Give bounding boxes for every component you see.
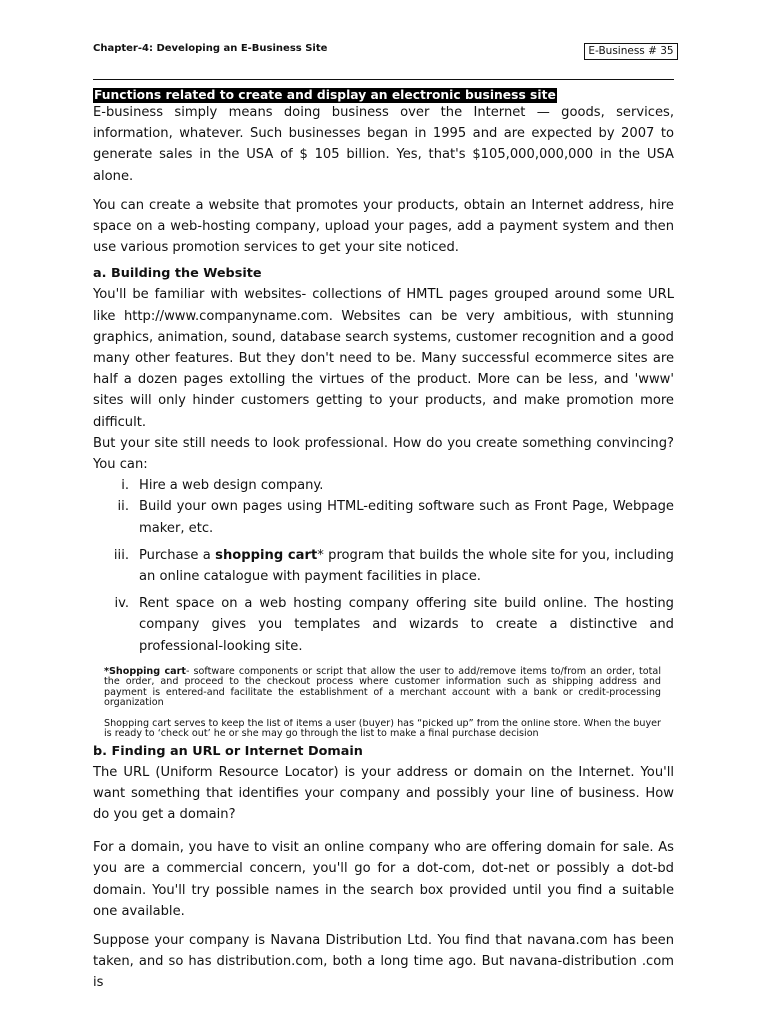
list-item-text-post: * program that builds the whole site for you, including an online catalogue with payment facilities in place. <box>139 547 674 585</box>
document-page <box>93 0 674 1024</box>
shopping-cart-note: Shopping cart serves to keep the list of items a user (buyer) has “picked up” from the online store. When the buyer is ready to ‘check out’ he or she may go through the list to make a final purchase decision <box>104 718 661 738</box>
list-item-number: iv. <box>114 596 129 612</box>
footnote-term: *Shopping cart <box>104 665 186 677</box>
list-item <box>93 496 674 538</box>
list-item-text: Rent space on a web hosting company offering site build online. The hosting company gives you templates and wizards to create a distinctive and professional-looking site. <box>139 596 674 654</box>
section-a-title: a. Building the Website <box>93 266 262 282</box>
options-list <box>93 475 674 657</box>
list-item <box>93 475 674 496</box>
list-item <box>93 545 674 587</box>
paragraph-gap <box>93 825 674 837</box>
shopping-cart-term: shopping cart <box>215 547 318 563</box>
section-a-paragraph-2: But your site still needs to look professional. How do you create something convincing? You can: <box>93 435 674 473</box>
intro-paragraph-2: You can create a website that promotes your products, obtain an Internet address, hire space on a web-hosting company, upload your pages, add a payment system and then use various promotion services to get your site noticed. <box>93 197 674 256</box>
section-b-title: b. Finding an URL or Internet Domain <box>93 743 363 759</box>
footnote-text: - software components or script that allow the user to add/remove items to/from an order, total the order, and proceed to the checkout process where customer information such as shipping address and payment is entered-and facilitate the establishment of a merchant account with a bank or credit-processing organization <box>104 665 661 709</box>
section-b-paragraph-1: The URL (Uniform Resource Locator) is your address or domain on the Internet. You'll want something that identifies your company and possibly your line of business. How do you get a domain? <box>93 764 674 822</box>
list-item-text: Build your own pages using HTML-editing software such as Front Page, Webpage maker, etc. <box>139 499 674 536</box>
header-rule <box>93 79 674 80</box>
page-content <box>93 84 674 994</box>
shopping-cart-footnote <box>104 667 661 709</box>
list-item-text: Hire a web design company. <box>139 478 324 494</box>
list-item-number: iii. <box>113 547 129 563</box>
list-item <box>93 593 674 657</box>
running-header-chapter: Chapter-4: Developing an E-Business Site <box>93 43 328 54</box>
page-number-box: E-Business # 35 <box>584 43 678 60</box>
list-item-text-pre: Purchase a <box>139 547 216 563</box>
section-b-paragraph-3: Suppose your company is Navana Distribution Ltd. You find that navana.com has been taken, and so has distribution.com, both a long time ago. But navana-distribution .com is <box>93 932 674 991</box>
section-a-paragraph-1: You'll be familiar with websites- collections of HMTL pages grouped around some URL like http://www.companyname.com. Websites can be very ambitious, with stunning graphics, animation, sound, database search systems, customer recognition and a good many other features. But they don't need to be. Many successful ecommerce sites are half a dozen pages extolling the virtues of the product. More can be less, and 'www' sites will only hinder customers getting to your products, and make promotion more difficult. <box>93 287 674 430</box>
main-heading: Functions related to create and display an electronic business site <box>94 88 556 102</box>
list-item-number: i. <box>121 478 129 494</box>
section-b-paragraph-2: For a domain, you have to visit an online company who are offering domain for sale. As you are a commercial concern, you'll go for a dot-com, dot-net or possibly a dot-bd domain. You'll try possible names in the search box provided until you find a suitable one available. <box>93 840 674 919</box>
intro-paragraph-1: E-business simply means doing business over the Internet — goods, services, information, whatever. Such businesses began in 1995 and are expected by 2007 to generate sales in the USA of $ 105 billion. Yes, that's $105,000,000,000 in the USA alone. <box>93 105 674 184</box>
main-heading-line <box>93 84 674 102</box>
list-item-number: ii. <box>117 499 129 515</box>
